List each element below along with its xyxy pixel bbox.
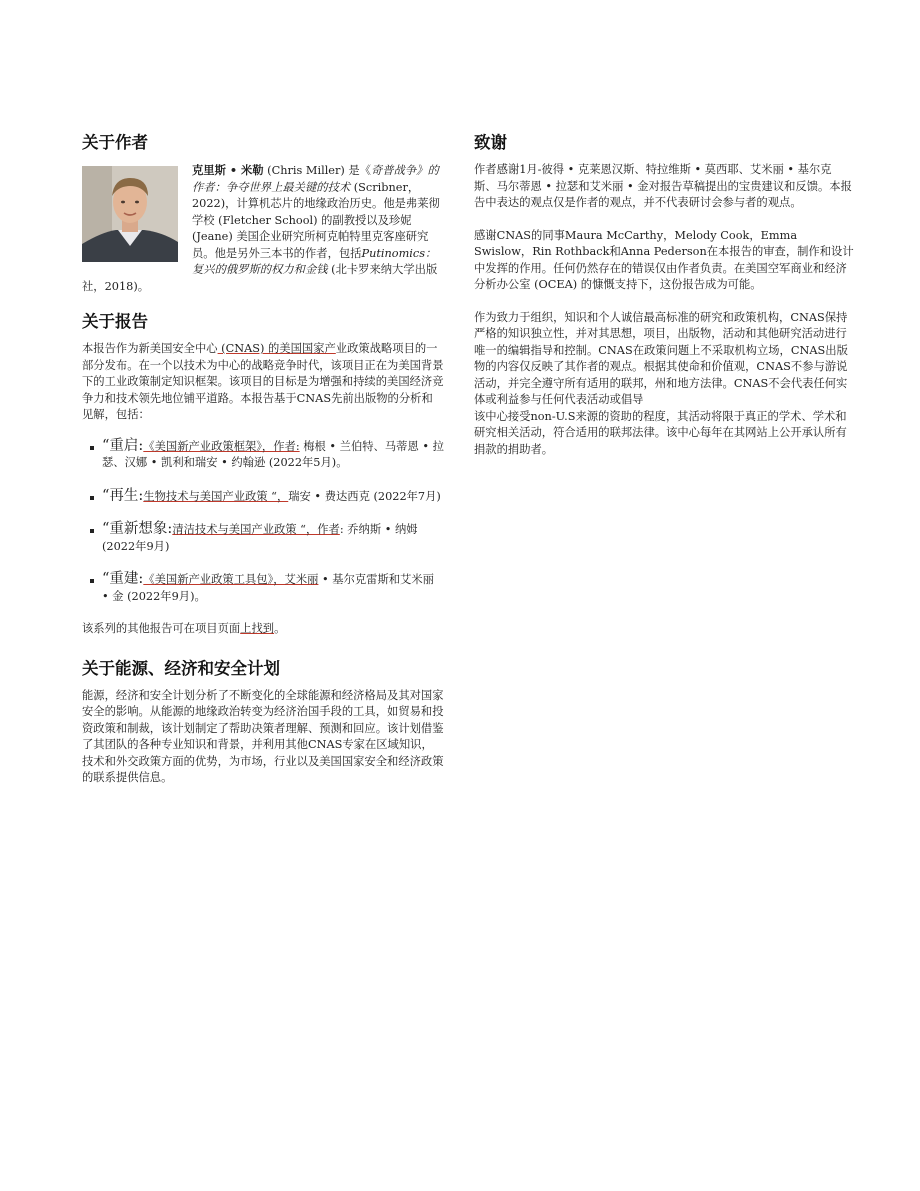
about-report-intro: 本报告作为新美国安全中心 (CNAS) 的美国国家产业政策战略项目的一部分发布。在一个以技术为中心的战略竞争时代，该项目正在为美国背景下的工业政策制定知识框架。该项目的目标是为增强和持续的美国经济竞争力和技术领先地位铺平道路。本报告基于CNAS先前出版物的分析和见解，包括： bbox=[82, 342, 444, 421]
cnas-link[interactable]: (CNAS) 的美国国家产 bbox=[217, 342, 336, 355]
report-link-regenerate[interactable]: 生物技术与美国产业政策 “， bbox=[143, 489, 289, 503]
author-bio-text: 克里斯 • 米勒 (Chris Miller) 是《奇普战争》的作者：争夺世界上最关键的技术 (Scribner，2022)，计算机芯片的地缘政治历史。他是弗莱彻学校 (Fletcher School) 的副教授以及珍妮 (Jeane) 美国企业研究所柯克帕特里克客座研究员。他是另外三本书的作者，包括Putinomics：复兴的俄罗斯的权力和金钱 (北卡罗来纳大学出版社，2018)。 bbox=[82, 163, 440, 293]
left-column bbox=[82, 130, 444, 787]
energy-program-text: 能源，经济和安全计划分析了不断变化的全球能源和经济格局及其对国家安全的影响。从能源的地缘政治转变为经济治国手段的工具，如贸易和投资政策和制裁，该计划制定了帮助决策者理解、预测和回应。该计划借鉴了其团队的各种专业知识和背景，并利用其他CNAS专家在区域知识，技术和外交政策方面的优势，为市场，行业以及美国国家安全和经济政策的联系提供信息。 bbox=[82, 688, 444, 784]
report-link-reboot[interactable]: 《美国新产业政策框架》，作者: bbox=[143, 439, 300, 453]
report-list bbox=[82, 438, 444, 606]
book-title-putinomics: Putinomics：复兴的俄罗斯的权力和金钱 bbox=[192, 246, 437, 276]
report-link-rebuild[interactable]: 《美国新产业政策工具包》，艾米丽 bbox=[143, 573, 319, 586]
list-item: “重启:《美国新产业政策框架》，作者: 梅根 • 兰伯特、马蒂恩 • 拉瑟、汉娜 • 凯利和瑞安 • 约翰逊 (2022年5月)。 bbox=[90, 438, 444, 472]
book-title-chip-war: 奇普战争》的作者：争夺世界上最关键的技术 bbox=[192, 164, 439, 194]
series-footer: 该系列的其他报告可在项目页面上找到。 bbox=[82, 622, 286, 635]
project-page-link[interactable]: 上找到 bbox=[240, 622, 275, 635]
report-link-reimagine[interactable]: 清洁技术与美国产业政策 “，作者 bbox=[172, 523, 340, 536]
acknowledgments-paragraph-2: 感谢CNAS的同事Maura McCarthy，Melody Cook，Emma Swislow，Rin Rothback和Anna Pederson在本报告的审查，制作和设计中发挥的作用。任何仍然存在的错误仅由作者负责。在美国空军商业和经济分析办公室 (OCEA) 的慷慨支持下，这份报告成为可能。 bbox=[474, 228, 854, 291]
author-bio bbox=[82, 162, 444, 295]
acknowledgments-heading: 致谢 bbox=[474, 133, 507, 152]
acknowledgments-paragraph-4: 该中心接受non-U.S来源的资助的程度，其活动将限于真正的学术、学术和研究相关活动，符合适用的联邦法律。该中心每年在其网站上公开承认所有捐款的捐助者。 bbox=[474, 409, 847, 456]
list-item: “再生:生物技术与美国产业政策 “，瑞安 • 费达西克 (2022年7月) bbox=[90, 488, 444, 506]
about-author-heading: 关于作者 bbox=[82, 133, 148, 152]
author-name: 克里斯 • 米勒 bbox=[192, 163, 264, 177]
about-report-heading: 关于报告 bbox=[82, 312, 148, 331]
energy-program-heading: 关于能源、经济和安全计划 bbox=[82, 658, 280, 678]
acknowledgments-paragraph-3: 作为致力于组织，知识和个人诚信最高标准的研究和政策机构，CNAS保持严格的知识独立性，并对其思想，项目，出版物，活动和其他研究活动进行唯一的编辑指导和控制。CNAS在政策问题上不采取机构立场，CNAS出版物的内容仅反映了其作者的观点。根据其使命和价值观，CNAS不参与游说活动，并完全遵守所有适用的联邦，州和地方法律。CNAS不会代表任何实体或利益参与任何代表活动或倡导 bbox=[474, 310, 848, 406]
author-photo bbox=[82, 166, 178, 262]
list-item: “重建:《美国新产业政策工具包》，艾米丽 • 基尔克雷斯和艾米丽 • 金 (2022年9月)。 bbox=[90, 571, 444, 605]
list-item: “重新想象:清洁技术与美国产业政策 “，作者: 乔纳斯 • 纳姆 (2022年9月) bbox=[90, 521, 444, 555]
acknowledgments-paragraph-1: 作者感谢1月-彼得 • 克莱恩汉斯、特拉维斯 • 莫西耶、艾米丽 • 基尔克斯、马尔蒂恩 • 拉瑟和艾米丽 • 金对报告草稿提出的宝贵建议和反馈。本报告中表达的观点仅是作者的观点，并不代表研讨会参与者的观点。 bbox=[474, 163, 852, 209]
right-column bbox=[474, 130, 854, 458]
